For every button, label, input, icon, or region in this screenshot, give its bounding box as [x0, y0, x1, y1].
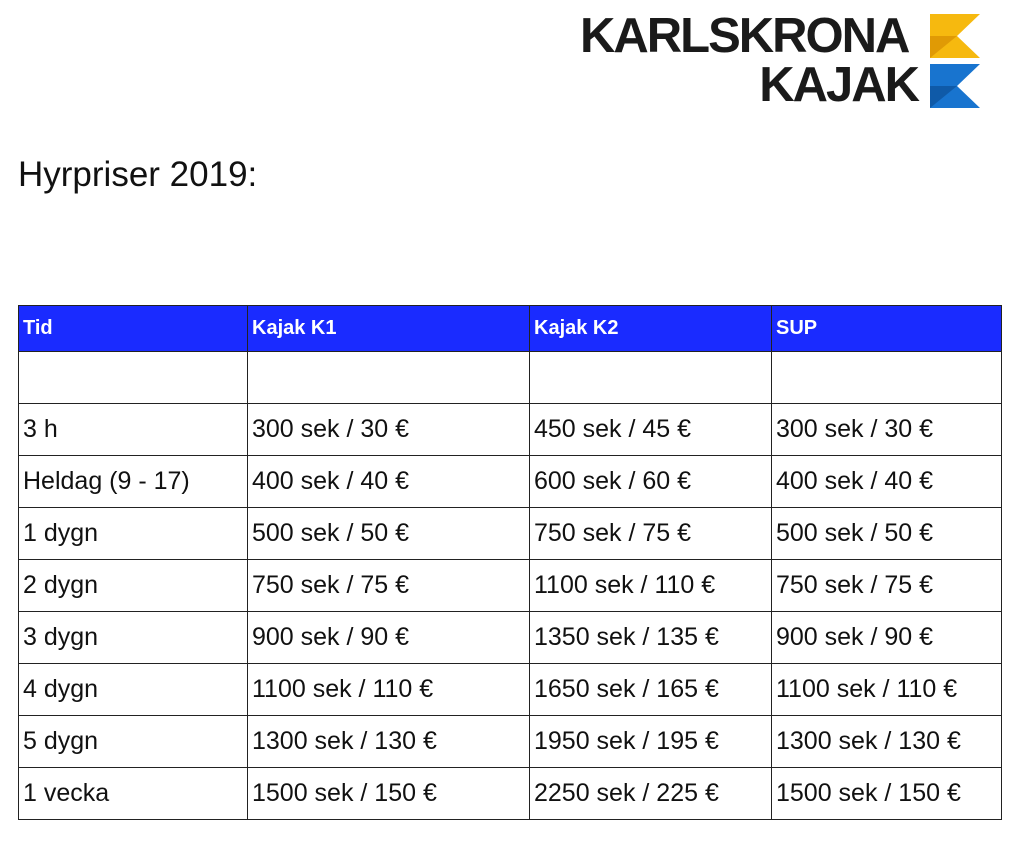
table-row: [19, 404, 1002, 456]
table-row: [19, 456, 1002, 508]
table-cell: 450 sek / 45 €: [530, 404, 772, 456]
page-title: Hyrpriser 2019:: [18, 155, 258, 194]
column-header-sup: SUP: [772, 306, 1002, 352]
table-cell: 4 dygn: [19, 664, 248, 716]
table-cell: 3 dygn: [19, 612, 248, 664]
column-header-tid: Tid: [19, 306, 248, 352]
table-cell: Heldag (9 - 17): [19, 456, 248, 508]
table-cell: 1 vecka: [19, 768, 248, 820]
table-row: [19, 612, 1002, 664]
table-header-row: [19, 306, 1002, 352]
table-cell: 2 dygn: [19, 560, 248, 612]
price-table: [18, 305, 1002, 820]
table-cell: 1350 sek / 135 €: [530, 612, 772, 664]
table-cell: 600 sek / 60 €: [530, 456, 772, 508]
table-cell: 1650 sek / 165 €: [530, 664, 772, 716]
table-cell: 1950 sek / 195 €: [530, 716, 772, 768]
table-cell: 1500 sek / 150 €: [772, 768, 1002, 820]
logo-text-kajak: KAJAK: [759, 58, 918, 112]
table-cell: [772, 352, 1002, 404]
table-cell: 1100 sek / 110 €: [248, 664, 530, 716]
table-cell: 900 sek / 90 €: [772, 612, 1002, 664]
table-cell: 1500 sek / 150 €: [248, 768, 530, 820]
logo-text-karlskrona: KARLSKRONA: [580, 9, 909, 63]
table-cell: 750 sek / 75 €: [530, 508, 772, 560]
table-cell: 500 sek / 50 €: [772, 508, 1002, 560]
table-cell: [19, 352, 248, 404]
table-cell: 1100 sek / 110 €: [772, 664, 1002, 716]
table-cell: 1100 sek / 110 €: [530, 560, 772, 612]
table-cell: 2250 sek / 225 €: [530, 768, 772, 820]
karlskrona-kajak-logo: [580, 9, 980, 112]
table-row: [19, 560, 1002, 612]
table-cell: 300 sek / 30 €: [772, 404, 1002, 456]
column-header-kajak-k2: Kajak K2: [530, 306, 772, 352]
table-cell: 500 sek / 50 €: [248, 508, 530, 560]
table-cell: 750 sek / 75 €: [772, 560, 1002, 612]
table-cell: [248, 352, 530, 404]
table-cell: [530, 352, 772, 404]
blue-chevron-icon: [930, 64, 980, 108]
table-row: [19, 352, 1002, 404]
table-cell: 3 h: [19, 404, 248, 456]
table-cell: 900 sek / 90 €: [248, 612, 530, 664]
table-cell: 400 sek / 40 €: [772, 456, 1002, 508]
table-row: [19, 768, 1002, 820]
table-row: [19, 716, 1002, 768]
table-cell: 1300 sek / 130 €: [772, 716, 1002, 768]
table-cell: 1300 sek / 130 €: [248, 716, 530, 768]
table-cell: 5 dygn: [19, 716, 248, 768]
table-row: [19, 664, 1002, 716]
table-cell: 750 sek / 75 €: [248, 560, 530, 612]
table-cell: 300 sek / 30 €: [248, 404, 530, 456]
table-row: [19, 508, 1002, 560]
table-cell: 1 dygn: [19, 508, 248, 560]
column-header-kajak-k1: Kajak K1: [248, 306, 530, 352]
yellow-chevron-icon: [930, 14, 980, 58]
table-cell: 400 sek / 40 €: [248, 456, 530, 508]
